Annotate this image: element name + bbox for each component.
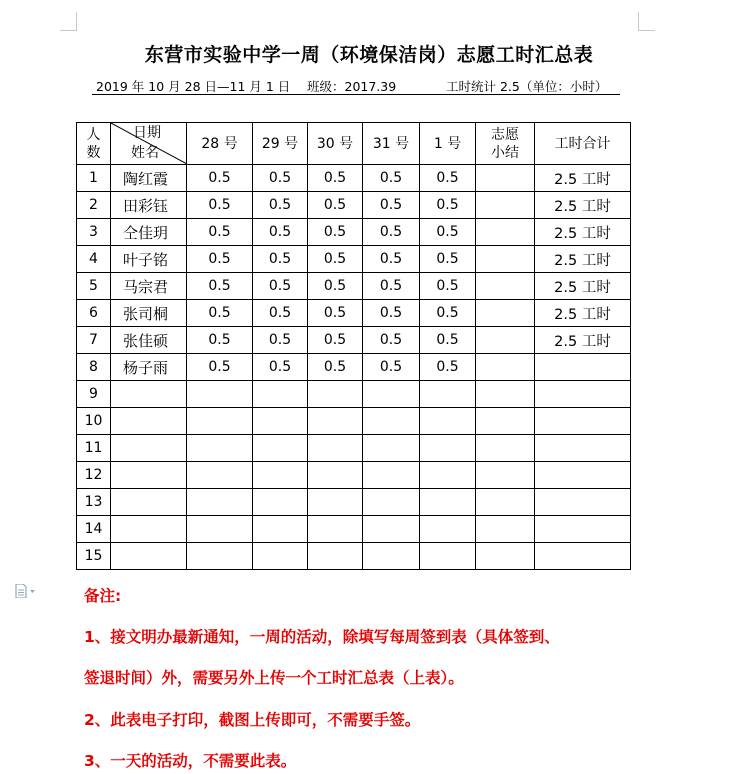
name-cell (111, 489, 187, 516)
hours-cell: 0.5 (308, 354, 363, 381)
total-hours-cell: 2.5 工时 (535, 300, 631, 327)
total-hours-cell (535, 543, 631, 570)
hours-cell (308, 462, 363, 489)
hours-cell (253, 435, 308, 462)
total-hours-cell: 2.5 工时 (535, 219, 631, 246)
hours-cell (253, 543, 308, 570)
hours-cell: 0.5 (253, 273, 308, 300)
total-hours-cell: 2.5 工时 (535, 246, 631, 273)
hours-cell (253, 408, 308, 435)
hours-cell (253, 516, 308, 543)
row-number-cell: 3 (77, 219, 111, 246)
hours-cell (363, 489, 420, 516)
name-cell (111, 381, 187, 408)
header-day-29: 29 号 (253, 123, 308, 165)
row-number-cell: 11 (77, 435, 111, 462)
header-day-28: 28 号 (187, 123, 253, 165)
hours-cell: 0.5 (308, 273, 363, 300)
total-hours-cell (535, 408, 631, 435)
hours-cell: 0.5 (187, 219, 253, 246)
class-info: 班级：2017.39 (307, 79, 397, 94)
table-row (77, 435, 631, 462)
hours-cell: 0.5 (420, 354, 476, 381)
table-row (77, 381, 631, 408)
hours-cell: 0.5 (253, 246, 308, 273)
hours-cell (187, 408, 253, 435)
name-cell (111, 543, 187, 570)
total-hours-cell: 2.5 工时 (535, 192, 631, 219)
hours-cell: 0.5 (363, 273, 420, 300)
total-hours-cell: 2.5 工时 (535, 165, 631, 192)
name-cell (111, 408, 187, 435)
summary-cell (476, 327, 535, 354)
hours-cell (253, 381, 308, 408)
document-title: 东营市实验中学一周（环境保洁岗）志愿工时汇总表 (144, 44, 594, 66)
hours-cell (363, 516, 420, 543)
summary-cell (476, 381, 535, 408)
hours-cell: 0.5 (187, 192, 253, 219)
hours-cell (187, 435, 253, 462)
hours-info: 工时统计 2.5（单位：小时） (446, 79, 608, 94)
row-number-cell: 9 (77, 381, 111, 408)
header-count (77, 123, 111, 165)
hours-cell: 0.5 (253, 192, 308, 219)
hours-cell: 0.5 (253, 354, 308, 381)
hours-cell: 0.5 (363, 354, 420, 381)
row-number-cell: 5 (77, 273, 111, 300)
header-day-1: 1 号 (420, 123, 476, 165)
hours-cell: 0.5 (363, 246, 420, 273)
hours-cell: 0.5 (308, 165, 363, 192)
name-cell: 叶子铭 (111, 246, 187, 273)
summary-cell (476, 300, 535, 327)
hours-cell (363, 408, 420, 435)
hours-cell: 0.5 (308, 300, 363, 327)
hours-cell (363, 543, 420, 570)
hours-cell (308, 543, 363, 570)
hours-cell (187, 489, 253, 516)
name-cell: 马宗君 (111, 273, 187, 300)
table-row (77, 462, 631, 489)
hours-cell (308, 435, 363, 462)
summary-cell (476, 192, 535, 219)
hours-cell: 0.5 (363, 192, 420, 219)
header-name-label: 姓名 (131, 145, 159, 161)
table-row (77, 354, 631, 381)
summary-cell (476, 165, 535, 192)
hours-cell (187, 462, 253, 489)
hours-cell (420, 462, 476, 489)
hours-cell: 0.5 (363, 219, 420, 246)
row-number-cell: 14 (77, 516, 111, 543)
name-cell (111, 462, 187, 489)
row-number-cell: 4 (77, 246, 111, 273)
hours-cell: 0.5 (187, 165, 253, 192)
hours-cell: 0.5 (187, 273, 253, 300)
hours-cell: 0.5 (420, 219, 476, 246)
total-hours-cell (535, 354, 631, 381)
row-number-cell: 10 (77, 408, 111, 435)
hours-cell (363, 435, 420, 462)
name-cell (111, 516, 187, 543)
hours-cell: 0.5 (253, 219, 308, 246)
hours-cell (420, 381, 476, 408)
total-hours-cell: 2.5 工时 (535, 327, 631, 354)
row-number-cell: 1 (77, 165, 111, 192)
row-number-cell: 2 (77, 192, 111, 219)
total-hours-cell: 2.5 工时 (535, 273, 631, 300)
name-cell: 仝佳玥 (111, 219, 187, 246)
hours-cell (253, 462, 308, 489)
header-date-name-diagonal (111, 123, 187, 165)
row-number-cell: 12 (77, 462, 111, 489)
hours-cell: 0.5 (253, 300, 308, 327)
date-range: 2019 年 10 月 28 日—11 月 1 日 (96, 79, 291, 94)
table-row (77, 300, 631, 327)
header-date-label: 日期 (133, 125, 161, 141)
total-hours-cell (535, 489, 631, 516)
hours-cell (420, 516, 476, 543)
table-header-row (77, 123, 631, 165)
total-hours-cell (535, 381, 631, 408)
note-item-3: 3、一天的活动，不需要此表。 (84, 752, 297, 770)
row-number-cell: 7 (77, 327, 111, 354)
hours-cell: 0.5 (187, 354, 253, 381)
hours-cell (187, 543, 253, 570)
hours-cell (420, 489, 476, 516)
summary-cell (476, 489, 535, 516)
header-day-31: 31 号 (363, 123, 420, 165)
hours-cell: 0.5 (253, 327, 308, 354)
summary-cell (476, 435, 535, 462)
header-count-label: 人数 (86, 126, 101, 161)
hours-cell: 0.5 (187, 246, 253, 273)
table-row (77, 327, 631, 354)
hours-cell (308, 489, 363, 516)
row-number-cell: 8 (77, 354, 111, 381)
document-icon[interactable] (14, 584, 36, 598)
table-row (77, 246, 631, 273)
hours-cell: 0.5 (187, 300, 253, 327)
table-row (77, 543, 631, 570)
table-row (77, 489, 631, 516)
note-item-2: 2、此表电子打印，截图上传即可，不需要手签。 (84, 711, 421, 729)
hours-cell: 0.5 (363, 300, 420, 327)
subheader-line (92, 77, 620, 95)
note-item-1: 1、接文明办最新通知，一周的活动，除填写每周签到表（具体签到、 (84, 628, 560, 646)
header-summary (476, 123, 535, 165)
name-cell: 田彩钰 (111, 192, 187, 219)
name-cell: 杨子雨 (111, 354, 187, 381)
hours-cell (420, 435, 476, 462)
hours-cell (308, 516, 363, 543)
hours-cell: 0.5 (420, 192, 476, 219)
hours-cell: 0.5 (308, 219, 363, 246)
hours-cell: 0.5 (420, 327, 476, 354)
hours-cell (308, 408, 363, 435)
hours-cell (187, 381, 253, 408)
hours-cell (308, 381, 363, 408)
table-row (77, 192, 631, 219)
summary-cell (476, 354, 535, 381)
name-cell: 张司桐 (111, 300, 187, 327)
hours-cell: 0.5 (420, 246, 476, 273)
name-cell: 张佳硕 (111, 327, 187, 354)
hours-cell: 0.5 (363, 327, 420, 354)
summary-cell (476, 462, 535, 489)
hours-cell: 0.5 (420, 165, 476, 192)
summary-cell (476, 408, 535, 435)
table-row (77, 516, 631, 543)
hours-cell: 0.5 (253, 165, 308, 192)
header-total: 工时合计 (535, 123, 631, 165)
table-row (77, 219, 631, 246)
row-number-cell: 6 (77, 300, 111, 327)
summary-cell (476, 516, 535, 543)
header-day-30: 30 号 (308, 123, 363, 165)
table-row (77, 408, 631, 435)
hours-table (76, 122, 631, 570)
note-item-1-continued: 签退时间）外，需要另外上传一个工时汇总表（上表）。 (84, 669, 464, 687)
name-cell (111, 435, 187, 462)
table-row (77, 165, 631, 192)
hours-cell: 0.5 (308, 327, 363, 354)
row-number-cell: 13 (77, 489, 111, 516)
name-cell: 陶红霞 (111, 165, 187, 192)
page-margin-corner-left (60, 12, 77, 31)
hours-cell (253, 489, 308, 516)
hours-cell (420, 408, 476, 435)
hours-cell: 0.5 (420, 300, 476, 327)
hours-cell: 0.5 (308, 246, 363, 273)
notes-heading: 备注: (84, 587, 122, 605)
summary-cell (476, 219, 535, 246)
header-summary-label: 志愿小结 (491, 126, 519, 161)
total-hours-cell (535, 435, 631, 462)
total-hours-cell (535, 516, 631, 543)
summary-cell (476, 246, 535, 273)
table-row (77, 273, 631, 300)
total-hours-cell (535, 462, 631, 489)
hours-cell: 0.5 (187, 327, 253, 354)
row-number-cell: 15 (77, 543, 111, 570)
summary-cell (476, 543, 535, 570)
hours-cell: 0.5 (308, 192, 363, 219)
page-margin-corner-right (638, 12, 655, 31)
hours-cell (187, 516, 253, 543)
hours-cell (420, 543, 476, 570)
hours-cell (363, 381, 420, 408)
hours-cell (363, 462, 420, 489)
hours-cell: 0.5 (363, 165, 420, 192)
summary-cell (476, 273, 535, 300)
hours-cell: 0.5 (420, 273, 476, 300)
